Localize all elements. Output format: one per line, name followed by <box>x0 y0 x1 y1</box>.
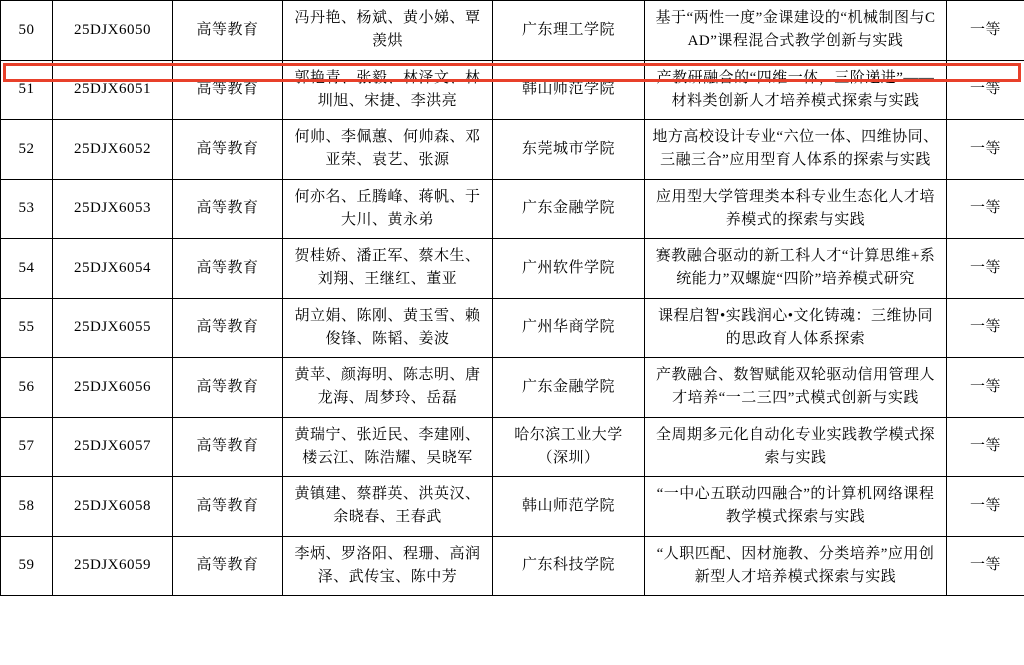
cell-project-title: 赛教融合驱动的新工科人才“计算思维+系统能力”双螺旋“四阶”培养模式研究 <box>645 239 947 299</box>
cell-project-title: “一中心五联动四融合”的计算机网络课程教学模式探索与实践 <box>645 477 947 537</box>
cell-project-category: 高等教育 <box>173 417 283 477</box>
cell-project-title: “人职匹配、因材施教、分类培养”应用创新型人才培养模式探索与实践 <box>645 536 947 596</box>
cell-serial-number: 58 <box>1 477 53 537</box>
cell-main-contributors: 何亦名、丘腾峰、蒋帆、于大川、黄永弟 <box>283 179 493 239</box>
cell-applicant-organization: 广东金融学院 <box>493 358 645 418</box>
cell-award-level: 一等 <box>947 239 1024 299</box>
table-row <box>1 536 1024 596</box>
cell-serial-number: 56 <box>1 358 53 418</box>
cell-project-code: 25DJX6059 <box>53 536 173 596</box>
cell-award-level: 一等 <box>947 60 1024 120</box>
cell-project-title: 基于“两性一度”金课建设的“机械制图与CAD”课程混合式教学创新与实践 <box>645 1 947 61</box>
cell-main-contributors: 冯丹艳、杨斌、黄小娣、覃羡烘 <box>283 1 493 61</box>
cell-main-contributors: 黄镇建、蔡群英、洪英汉、余晓春、王春武 <box>283 477 493 537</box>
cell-applicant-organization: 东莞城市学院 <box>493 120 645 180</box>
cell-project-code: 25DJX6051 <box>53 60 173 120</box>
cell-project-category: 高等教育 <box>173 536 283 596</box>
cell-serial-number: 55 <box>1 298 53 358</box>
cell-award-level: 一等 <box>947 1 1024 61</box>
cell-award-level: 一等 <box>947 536 1024 596</box>
cell-award-level: 一等 <box>947 477 1024 537</box>
cell-applicant-organization: 广东金融学院 <box>493 179 645 239</box>
cell-project-category: 高等教育 <box>173 239 283 299</box>
cell-project-category: 高等教育 <box>173 358 283 418</box>
cell-award-level: 一等 <box>947 298 1024 358</box>
cell-serial-number: 50 <box>1 1 53 61</box>
cell-applicant-organization: 广东科技学院 <box>493 536 645 596</box>
cell-applicant-organization: 广州华商学院 <box>493 298 645 358</box>
cell-applicant-organization: 韩山师范学院 <box>493 477 645 537</box>
cell-project-code: 25DJX6056 <box>53 358 173 418</box>
cell-project-category: 高等教育 <box>173 120 283 180</box>
cell-project-title: 产教研融合的“四维一体，三阶递进”——材料类创新人才培养模式探索与实践 <box>645 60 947 120</box>
cell-serial-number: 59 <box>1 536 53 596</box>
cell-applicant-organization: 广州软件学院 <box>493 239 645 299</box>
cell-project-code: 25DJX6058 <box>53 477 173 537</box>
cell-project-category: 高等教育 <box>173 477 283 537</box>
table-row <box>1 179 1024 239</box>
cell-main-contributors: 李炳、罗洛阳、程珊、高润泽、武传宝、陈中芳 <box>283 536 493 596</box>
cell-serial-number: 53 <box>1 179 53 239</box>
cell-award-level: 一等 <box>947 358 1024 418</box>
cell-project-category: 高等教育 <box>173 298 283 358</box>
cell-serial-number: 57 <box>1 417 53 477</box>
cell-applicant-organization: 哈尔滨工业大学（深圳） <box>493 417 645 477</box>
cell-award-level: 一等 <box>947 179 1024 239</box>
cell-serial-number: 51 <box>1 60 53 120</box>
cell-project-category: 高等教育 <box>173 1 283 61</box>
cell-main-contributors: 何帅、李佩蕙、何帅森、邓亚荣、袁艺、张源 <box>283 120 493 180</box>
table-row <box>1 120 1024 180</box>
table-row <box>1 477 1024 537</box>
cell-project-title: 地方高校设计专业“六位一体、四维协同、三融三合”应用型育人体系的探索与实践 <box>645 120 947 180</box>
cell-project-category: 高等教育 <box>173 179 283 239</box>
cell-serial-number: 52 <box>1 120 53 180</box>
cell-project-title: 产教融合、数智赋能双轮驱动信用管理人才培养“一二三四”式模式创新与实践 <box>645 358 947 418</box>
cell-project-code: 25DJX6055 <box>53 298 173 358</box>
table-row <box>1 417 1024 477</box>
cell-main-contributors: 黄瑞宁、张近民、李建刚、楼云江、陈浩耀、吴晓军 <box>283 417 493 477</box>
cell-main-contributors: 黄苹、颜海明、陈志明、唐龙海、周梦玲、岳磊 <box>283 358 493 418</box>
cell-award-level: 一等 <box>947 120 1024 180</box>
cell-project-title: 应用型大学管理类本科专业生态化人才培养模式的探索与实践 <box>645 179 947 239</box>
cell-project-category: 高等教育 <box>173 60 283 120</box>
cell-applicant-organization: 广东理工学院 <box>493 1 645 61</box>
cell-main-contributors: 郭艳青、张毅、林泽文、林圳旭、宋捷、李洪亮 <box>283 60 493 120</box>
table-row <box>1 358 1024 418</box>
cell-applicant-organization: 韩山师范学院 <box>493 60 645 120</box>
cell-award-level: 一等 <box>947 417 1024 477</box>
cell-main-contributors: 贺桂娇、潘正军、蔡木生、刘翔、王继红、董亚 <box>283 239 493 299</box>
cell-project-code: 25DJX6050 <box>53 1 173 61</box>
cell-project-title: 课程启智•实践润心•文化铸魂：三维协同的思政育人体系探索 <box>645 298 947 358</box>
table-row <box>1 1 1024 61</box>
cell-project-title: 全周期多元化自动化专业实践教学模式探索与实践 <box>645 417 947 477</box>
table-row <box>1 60 1024 120</box>
cell-serial-number: 54 <box>1 239 53 299</box>
cell-project-code: 25DJX6053 <box>53 179 173 239</box>
cell-project-code: 25DJX6052 <box>53 120 173 180</box>
cell-project-code: 25DJX6054 <box>53 239 173 299</box>
cell-main-contributors: 胡立娟、陈刚、黄玉雪、赖俊锋、陈韬、姜波 <box>283 298 493 358</box>
table-row <box>1 298 1024 358</box>
table-row <box>1 239 1024 299</box>
cell-project-code: 25DJX6057 <box>53 417 173 477</box>
